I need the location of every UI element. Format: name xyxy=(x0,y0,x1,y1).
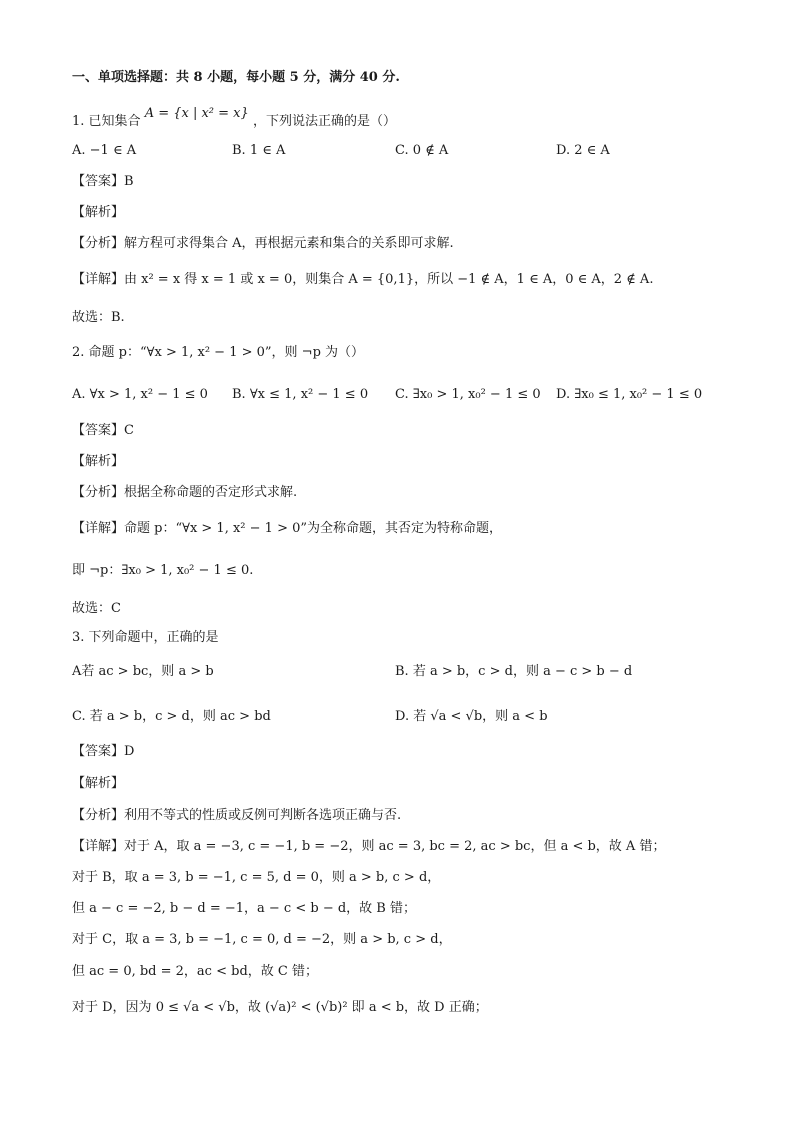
q3-fenxi: 【分析】利用不等式的性质或反例可判断各选项正确与否. xyxy=(72,808,402,823)
q2-option-c: C. ∃x₀ > 1, x₀² − 1 ≤ 0 xyxy=(395,387,541,402)
q3-xiangjie-line: 对于 C，取 a = 3, b = −1, c = 0, d = −2，则 a > b, c > d， xyxy=(72,932,452,947)
q2-fenxi: 【分析】根据全称命题的否定形式求解. xyxy=(72,485,298,500)
q2-option-b: B. ∀x ≤ 1, x² − 1 ≤ 0 xyxy=(232,387,369,402)
q2-answer: 【答案】C xyxy=(72,423,134,438)
q3-option-b: B. 若 a > b，c > d，则 a − c > b − d xyxy=(395,664,633,679)
q1-stem-suffix: ，下列说法正确的是（） xyxy=(252,114,396,129)
q2-option-d: D. ∃x₀ ≤ 1, x₀² − 1 ≤ 0 xyxy=(556,387,703,402)
q1-option-d: D. 2 ∈ A xyxy=(556,143,610,158)
q2-ji: 即 ¬p：∃x₀ > 1, x₀² − 1 ≤ 0. xyxy=(72,563,254,578)
q2-analysis-label: 【解析】 xyxy=(72,454,125,469)
q1-option-c: C. 0 ∉ A xyxy=(395,143,449,158)
q3-option-a: A若 ac > bc，则 a > b xyxy=(72,664,214,679)
q3-xiangjie-line: 但 ac = 0, bd = 2，ac < bd，故 C 错； xyxy=(72,964,318,979)
q3-xiangjie-line: 对于 B，取 a = 3, b = −1, c = 5, d = 0，则 a > b, c > d， xyxy=(72,870,441,885)
q1-set-expression: A = {x | x² = x} xyxy=(144,106,249,121)
q3-xiangjie-line: 但 a − c = −2, b − d = −1，a − c < b − d，故 B 错； xyxy=(72,901,416,916)
q1-option-b: B. 1 ∈ A xyxy=(232,143,286,158)
q1-option-a: A. −1 ∈ A xyxy=(72,143,137,158)
q1-answer: 【答案】B xyxy=(72,174,134,189)
q2-xiangjie: 【详解】命题 p：“∀x > 1, x² − 1 > 0”为全称命题，其否定为特称命题， xyxy=(72,521,503,536)
q1-analysis-label: 【解析】 xyxy=(72,205,125,220)
q3-option-c: C. 若 a > b，c > d，则 ac > bd xyxy=(72,709,271,724)
q2-stem: 2. 命题 p：“∀x > 1, x² − 1 > 0”，则 ¬p 为（） xyxy=(72,345,365,360)
q3-xiangjie-line: 对于 D，因为 0 ≤ √a < √b，故 (√a)² < (√b)² 即 a < b，故 D 正确； xyxy=(72,1000,488,1015)
section-title: 一、单项选择题：共 8 小题，每小题 5 分，满分 40 分. xyxy=(72,70,400,85)
q1-xiangjie: 【详解】由 x² = x 得 x = 1 或 x = 0，则集合 A = {0,1}，所以 −1 ∉ A，1 ∈ A，0 ∈ A，2 ∉ A. xyxy=(72,272,654,287)
q3-analysis-label: 【解析】 xyxy=(72,776,125,791)
q1-fenxi: 【分析】解方程可求得集合 A，再根据元素和集合的关系即可求解. xyxy=(72,236,454,251)
q3-xiangjie-line: 【详解】对于 A，取 a = −3, c = −1, b = −2，则 ac = 3, bc = 2, ac > bc，但 a < b，故 A 错； xyxy=(72,839,666,854)
q2-choose: 故选：C xyxy=(72,601,121,616)
q1-stem xyxy=(72,106,794,132)
q3-option-d: D. 若 √a < √b，则 a < b xyxy=(395,709,548,724)
q3-stem: 3. 下列命题中，正确的是 xyxy=(72,630,219,645)
q1-stem-prefix: 1. 已知集合 xyxy=(72,114,141,129)
q1-choose: 故选：B. xyxy=(72,310,125,325)
q2-option-a: A. ∀x > 1, x² − 1 ≤ 0 xyxy=(72,387,208,402)
q3-answer: 【答案】D xyxy=(72,744,135,759)
